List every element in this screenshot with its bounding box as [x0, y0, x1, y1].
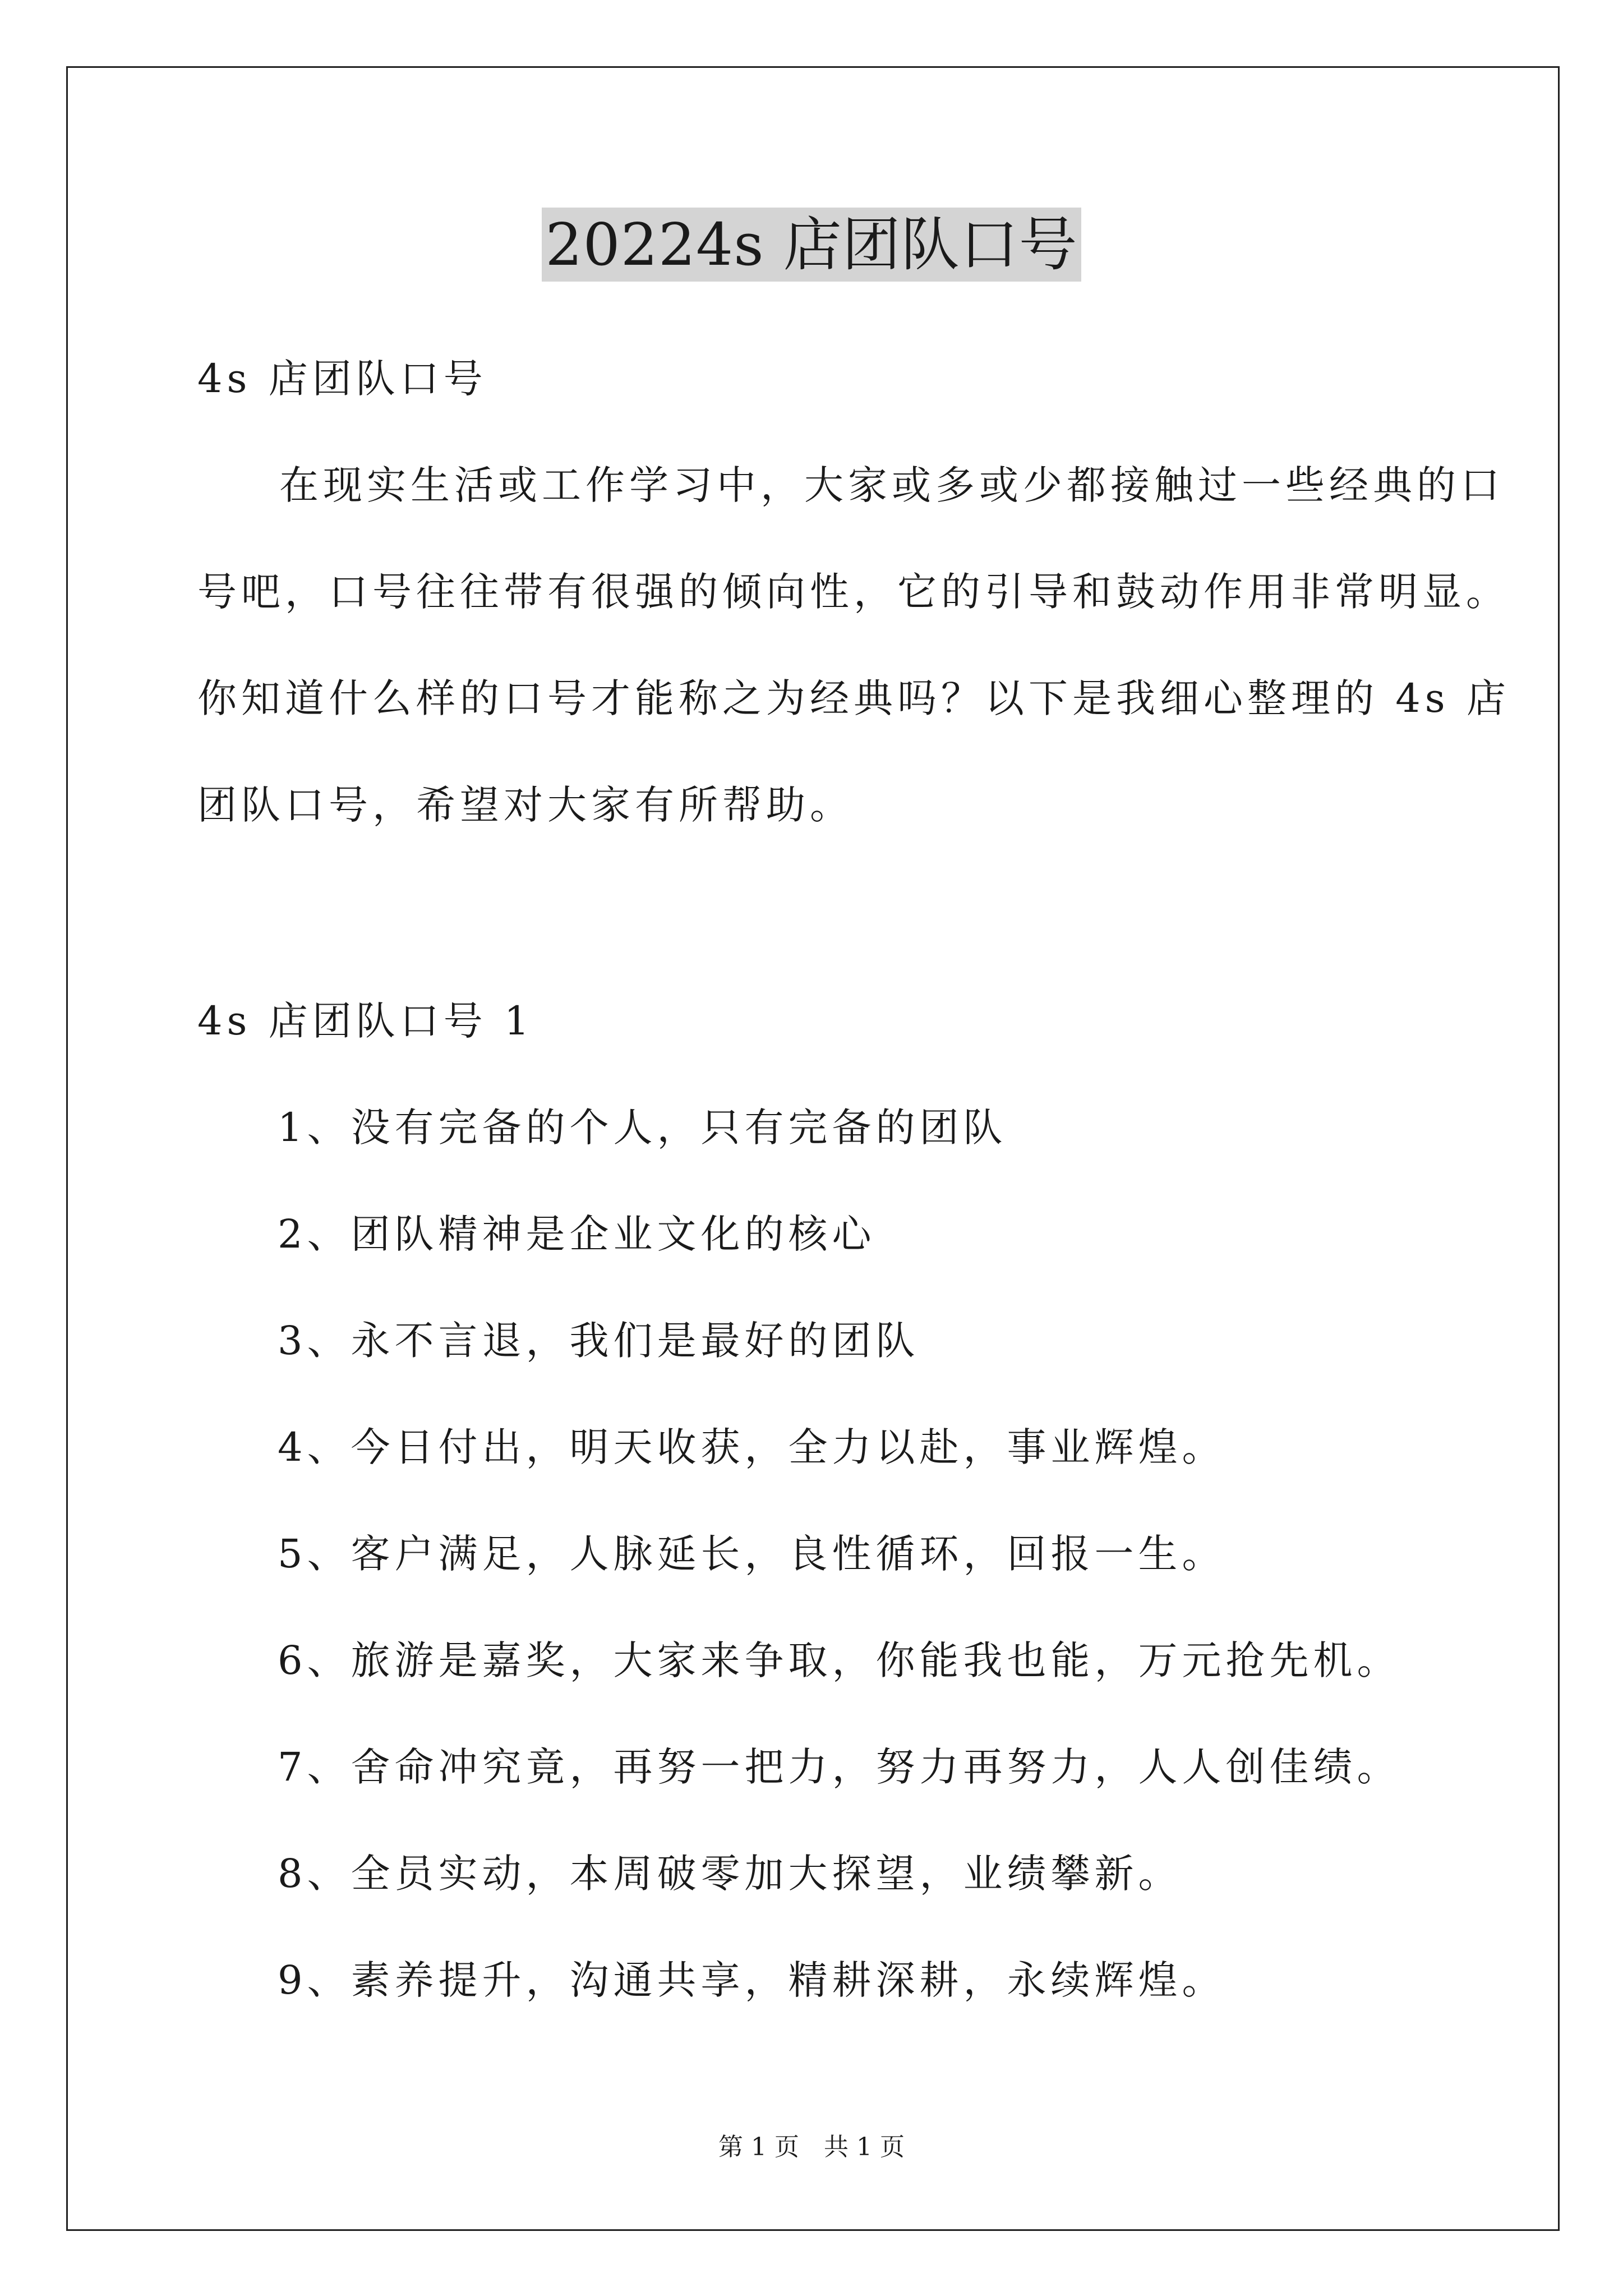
intro-line: 团队口号，希望对大家有所帮助。 — [197, 782, 854, 828]
slogan-item: 7、舍命冲究竟，再努一把力，努力再努力，人人创佳绩。 — [278, 1744, 1401, 1790]
section-heading: 4s 店团队口号 1 — [197, 998, 534, 1044]
slogan-item: 1、没有完备的个人，只有完备的团队 — [278, 1105, 1007, 1151]
document-title: 20224s 店团队口号 — [542, 208, 1081, 282]
intro-line: 号吧，口号往往带有很强的倾向性，它的引导和鼓动作用非常明显。 — [197, 569, 1510, 615]
slogan-item: 2、团队精神是企业文化的核心 — [278, 1211, 876, 1257]
slogan-item: 4、今日付出，明天收获，全力以赴，事业辉煌。 — [278, 1424, 1226, 1470]
slogan-item: 3、永不言退，我们是最好的团队 — [278, 1318, 920, 1364]
slogan-item: 5、客户满足，人脉延长，良性循环，回报一生。 — [278, 1531, 1226, 1577]
intro-line: 在现实生活或工作学习中，大家或多或少都接触过一些经典的口 — [279, 462, 1504, 508]
subtitle: 4s 店团队口号 — [197, 356, 487, 402]
page-footer: 第 1 页 共 1 页 — [718, 2133, 905, 2161]
slogan-item: 9、素养提升，沟通共享，精耕深耕，永续辉煌。 — [278, 1957, 1226, 2003]
title-container — [0, 208, 1623, 282]
slogan-item: 8、全员实动，本周破零加大探望，业绩攀新。 — [278, 1851, 1182, 1897]
slogan-item: 6、旅游是嘉奖，大家来争取，你能我也能，万元抢先机。 — [278, 1637, 1401, 1683]
intro-line: 你知道什么样的口号才能称之为经典吗？以下是我细心整理的 4s 店 — [197, 675, 1510, 721]
